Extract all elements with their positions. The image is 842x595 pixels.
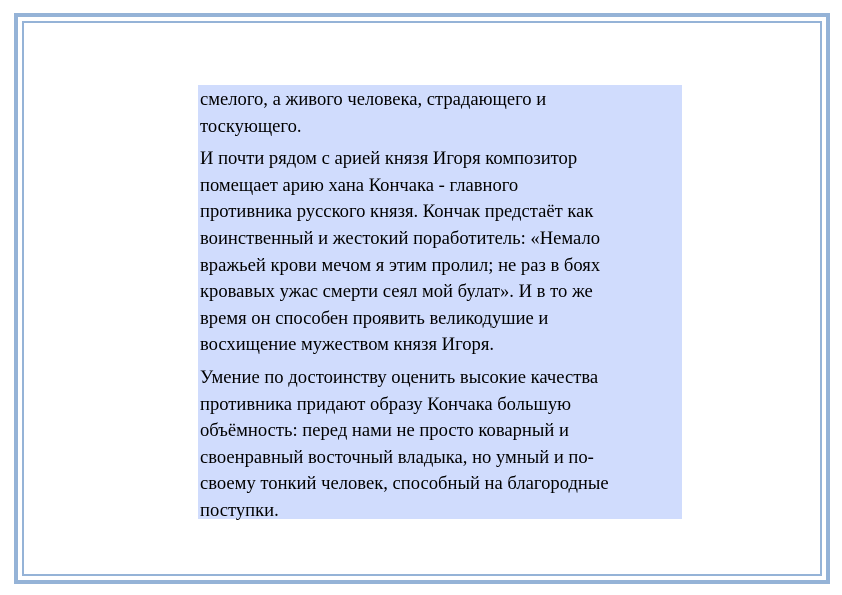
text-line: своенравный восточный владыка, но умный и по- bbox=[200, 446, 594, 468]
text-line: помещает арию хана Кончака - главного bbox=[200, 174, 519, 196]
text-line: время он способен проявить великодушие и bbox=[200, 307, 549, 329]
paragraph-3 bbox=[200, 365, 680, 525]
text-line: восхищение мужеством князя Игоря. bbox=[200, 334, 495, 356]
text-line: поступки. bbox=[200, 499, 279, 521]
text-line: противника русского князя. Кончак предстаёт как bbox=[200, 201, 594, 223]
text-box bbox=[198, 85, 682, 519]
paragraph-1 bbox=[200, 87, 680, 140]
text-line: воинственный и жестокий поработитель: «Немало bbox=[200, 227, 601, 249]
text-line: вражьей крови мечом я этим пролил; не раз в боях bbox=[200, 254, 601, 276]
text-line: смелого, а живого человека, страдающего и bbox=[200, 89, 547, 110]
text-line: кровавых ужас смерти сеял мой булат». И в то же bbox=[200, 281, 593, 303]
paragraph-2 bbox=[200, 146, 680, 359]
text-line: Умение по достоинству оценить высокие качества bbox=[200, 366, 599, 388]
text-line: тоскующего. bbox=[200, 115, 302, 137]
text-line: своему тонкий человек, способный на благородные bbox=[200, 473, 609, 495]
text-line: И почти рядом с арией князя Игоря композитор bbox=[200, 148, 578, 170]
text-line: противника придают образу Кончака большую bbox=[200, 393, 572, 415]
text-line: объёмность: перед нами не просто коварный и bbox=[200, 420, 569, 442]
